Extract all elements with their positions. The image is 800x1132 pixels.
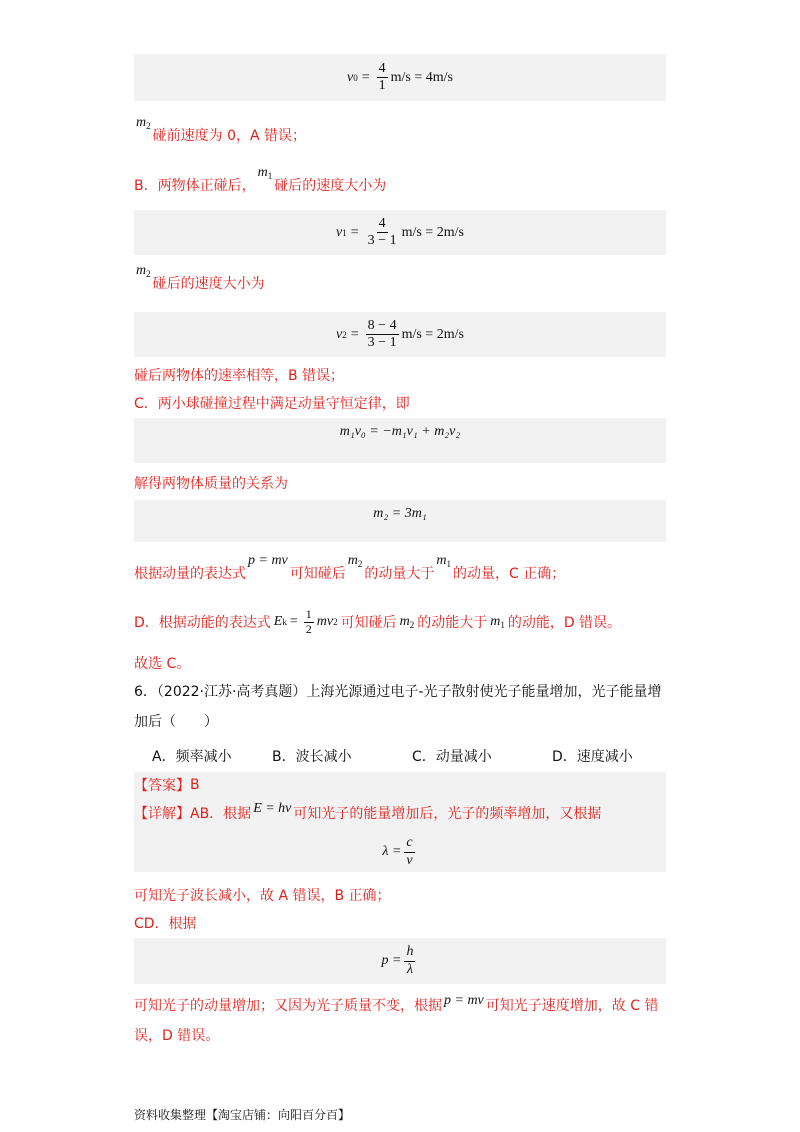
line-final1 <box>134 992 658 1018</box>
eq-sub: 1 <box>342 227 347 238</box>
formula-p-mv: p = mv <box>444 993 484 1008</box>
equation-v0: v 0 = $\frac{4}{1}$ m/s = 4m/s <box>134 54 666 101</box>
line-c: C．两小球碰撞过程中满足动量守恒定律，即 <box>134 396 410 412</box>
line-m2-before <box>134 115 307 150</box>
option-a: A．频率减小 <box>152 749 232 765</box>
frac-num: c <box>404 835 414 852</box>
frac-num: 4 <box>377 61 388 78</box>
question-6-line1: 6．（2022·江苏·高考真题）上海光源通过电子-光子散射使光子能量增加，光子能量增 <box>134 684 662 700</box>
eq-var: v <box>347 69 354 85</box>
answer-line <box>134 774 200 796</box>
formula-e-hv: E = hν <box>253 801 292 816</box>
frac-num: 1 <box>305 606 312 621</box>
var: m <box>257 165 268 180</box>
text: 碰后的速度大小为 <box>152 276 265 292</box>
frac-den: ν <box>406 852 413 868</box>
eq-text: m₁v₀ = −m₁v₁ + m₂v₂ <box>339 424 461 439</box>
footer-source: 资料收集整理【淘宝店铺：向阳百分百】 <box>134 1108 351 1122</box>
frac-den: 3 − 1 <box>367 233 397 248</box>
eq-text: m₂ = 3m₁ <box>373 506 427 521</box>
formula-p-mv: p = mv <box>248 553 288 568</box>
line-d <box>134 604 621 640</box>
line-solve: 解得两物体质量的关系为 <box>134 476 288 492</box>
answer-value: B <box>190 777 200 793</box>
var-m2 <box>136 115 151 131</box>
var-m2 <box>348 553 363 569</box>
var-m1 <box>258 165 273 181</box>
eq-lhs: λ = <box>382 844 402 859</box>
text: 可知碰后 <box>340 615 397 631</box>
frac-den: 3 − 1 <box>367 335 397 350</box>
var-m1 <box>490 614 505 630</box>
eq-rest: m/s = 2m/s <box>401 326 464 342</box>
text: 根据动量的表达式 <box>134 566 246 582</box>
var-m1 <box>436 553 451 569</box>
var: mv <box>316 614 334 629</box>
text: D．根据动能的表达式 <box>134 615 271 631</box>
text: AB．根据 <box>190 806 252 822</box>
equation-lambda <box>134 832 666 872</box>
var-m2 <box>136 263 151 279</box>
fraction <box>366 216 399 249</box>
frac-den: λ <box>406 961 413 977</box>
equation-p <box>134 938 666 984</box>
frac-num: 4 <box>377 216 388 233</box>
sub: 1 <box>446 559 452 569</box>
fraction <box>404 944 415 977</box>
text: 的动量，C 正确； <box>453 566 566 582</box>
var: m <box>136 115 147 130</box>
text: 碰后的速度大小为 <box>274 178 387 194</box>
sub: 2 <box>409 620 415 630</box>
frac-den: 2 <box>305 621 312 636</box>
text: 可知碰后 <box>289 566 346 582</box>
line-equal: 碰后两物体的速率相等，B 错误； <box>134 368 345 384</box>
eq-rest: m/s = 2m/s <box>401 224 464 240</box>
eq-sub: 0 <box>353 72 358 83</box>
formula-ek: E k = $\frac{1}{2}$ mv 2 <box>273 606 338 636</box>
sub: k <box>282 617 287 627</box>
text: 可知光子速度增加，故 C 错 <box>485 998 659 1014</box>
var-m2 <box>400 614 415 630</box>
fraction <box>304 608 314 637</box>
text: 可知光子的能量增加后，光子的频率增加，又根据 <box>293 806 602 822</box>
frac-den: 1 <box>378 78 386 93</box>
sub: 1 <box>500 620 505 630</box>
sub: 2 <box>357 559 363 569</box>
eq-lhs: p = <box>381 953 402 968</box>
eq-rest: m/s = 4m/s <box>390 69 453 85</box>
equation-momentum <box>134 418 666 463</box>
detail-tag: 【详解】 <box>134 806 190 822</box>
line-final2: 误，D 错误。 <box>134 1028 220 1044</box>
fraction <box>366 318 399 351</box>
detail-line <box>134 800 601 826</box>
sup: 2 <box>333 617 338 627</box>
var: m <box>399 614 410 629</box>
text: B．两物体正碰后， <box>134 178 256 194</box>
var: m <box>347 553 358 568</box>
line-cd: CD．根据 <box>134 916 197 932</box>
text: 的动能，D 错误。 <box>507 615 622 631</box>
text: 的动量大于 <box>364 566 435 582</box>
frac-num: 8 − 4 <box>366 318 399 335</box>
var: m <box>436 553 447 568</box>
line-p <box>134 553 566 588</box>
line-m2-after <box>134 263 265 298</box>
fraction <box>377 61 388 94</box>
option-c: C．动量减小 <box>412 749 492 765</box>
line-choice: 故选 C。 <box>134 656 191 672</box>
frac-num: h <box>404 944 415 961</box>
var: m <box>136 263 147 278</box>
equation-v2: v 2 = $\frac{8 - 4}{3 - 1}$ m/s = 2m/s <box>134 312 666 357</box>
sub: 2 <box>146 121 151 131</box>
fraction <box>404 835 414 868</box>
eq-var: v <box>336 224 343 240</box>
var: m <box>490 614 501 629</box>
text: 碰前速度为 0，A 错误； <box>152 128 307 144</box>
option-d: D．速度减小 <box>552 749 633 765</box>
eq-sub: 2 <box>342 329 347 340</box>
text: 的动能大于 <box>417 615 488 631</box>
sub: 2 <box>146 269 151 279</box>
equation-mass <box>134 500 666 542</box>
answer-tag: 【答案】 <box>134 778 190 794</box>
line-lambda: 可知光子波长减小，故 A 错误，B 正确； <box>134 888 391 904</box>
line-b <box>134 165 387 200</box>
var: E <box>273 614 283 629</box>
option-b: B．波长减小 <box>272 749 352 765</box>
equation-v1: v 1 = $\frac{4}{3 - 1}$ m/s = 2m/s <box>134 210 666 255</box>
sub: 1 <box>267 171 273 181</box>
text: 可知光子的动量增加；又因为光子质量不变，根据 <box>134 998 442 1014</box>
question-6-line2: 加后（ ） <box>134 714 218 730</box>
eq-var: v <box>336 326 343 342</box>
